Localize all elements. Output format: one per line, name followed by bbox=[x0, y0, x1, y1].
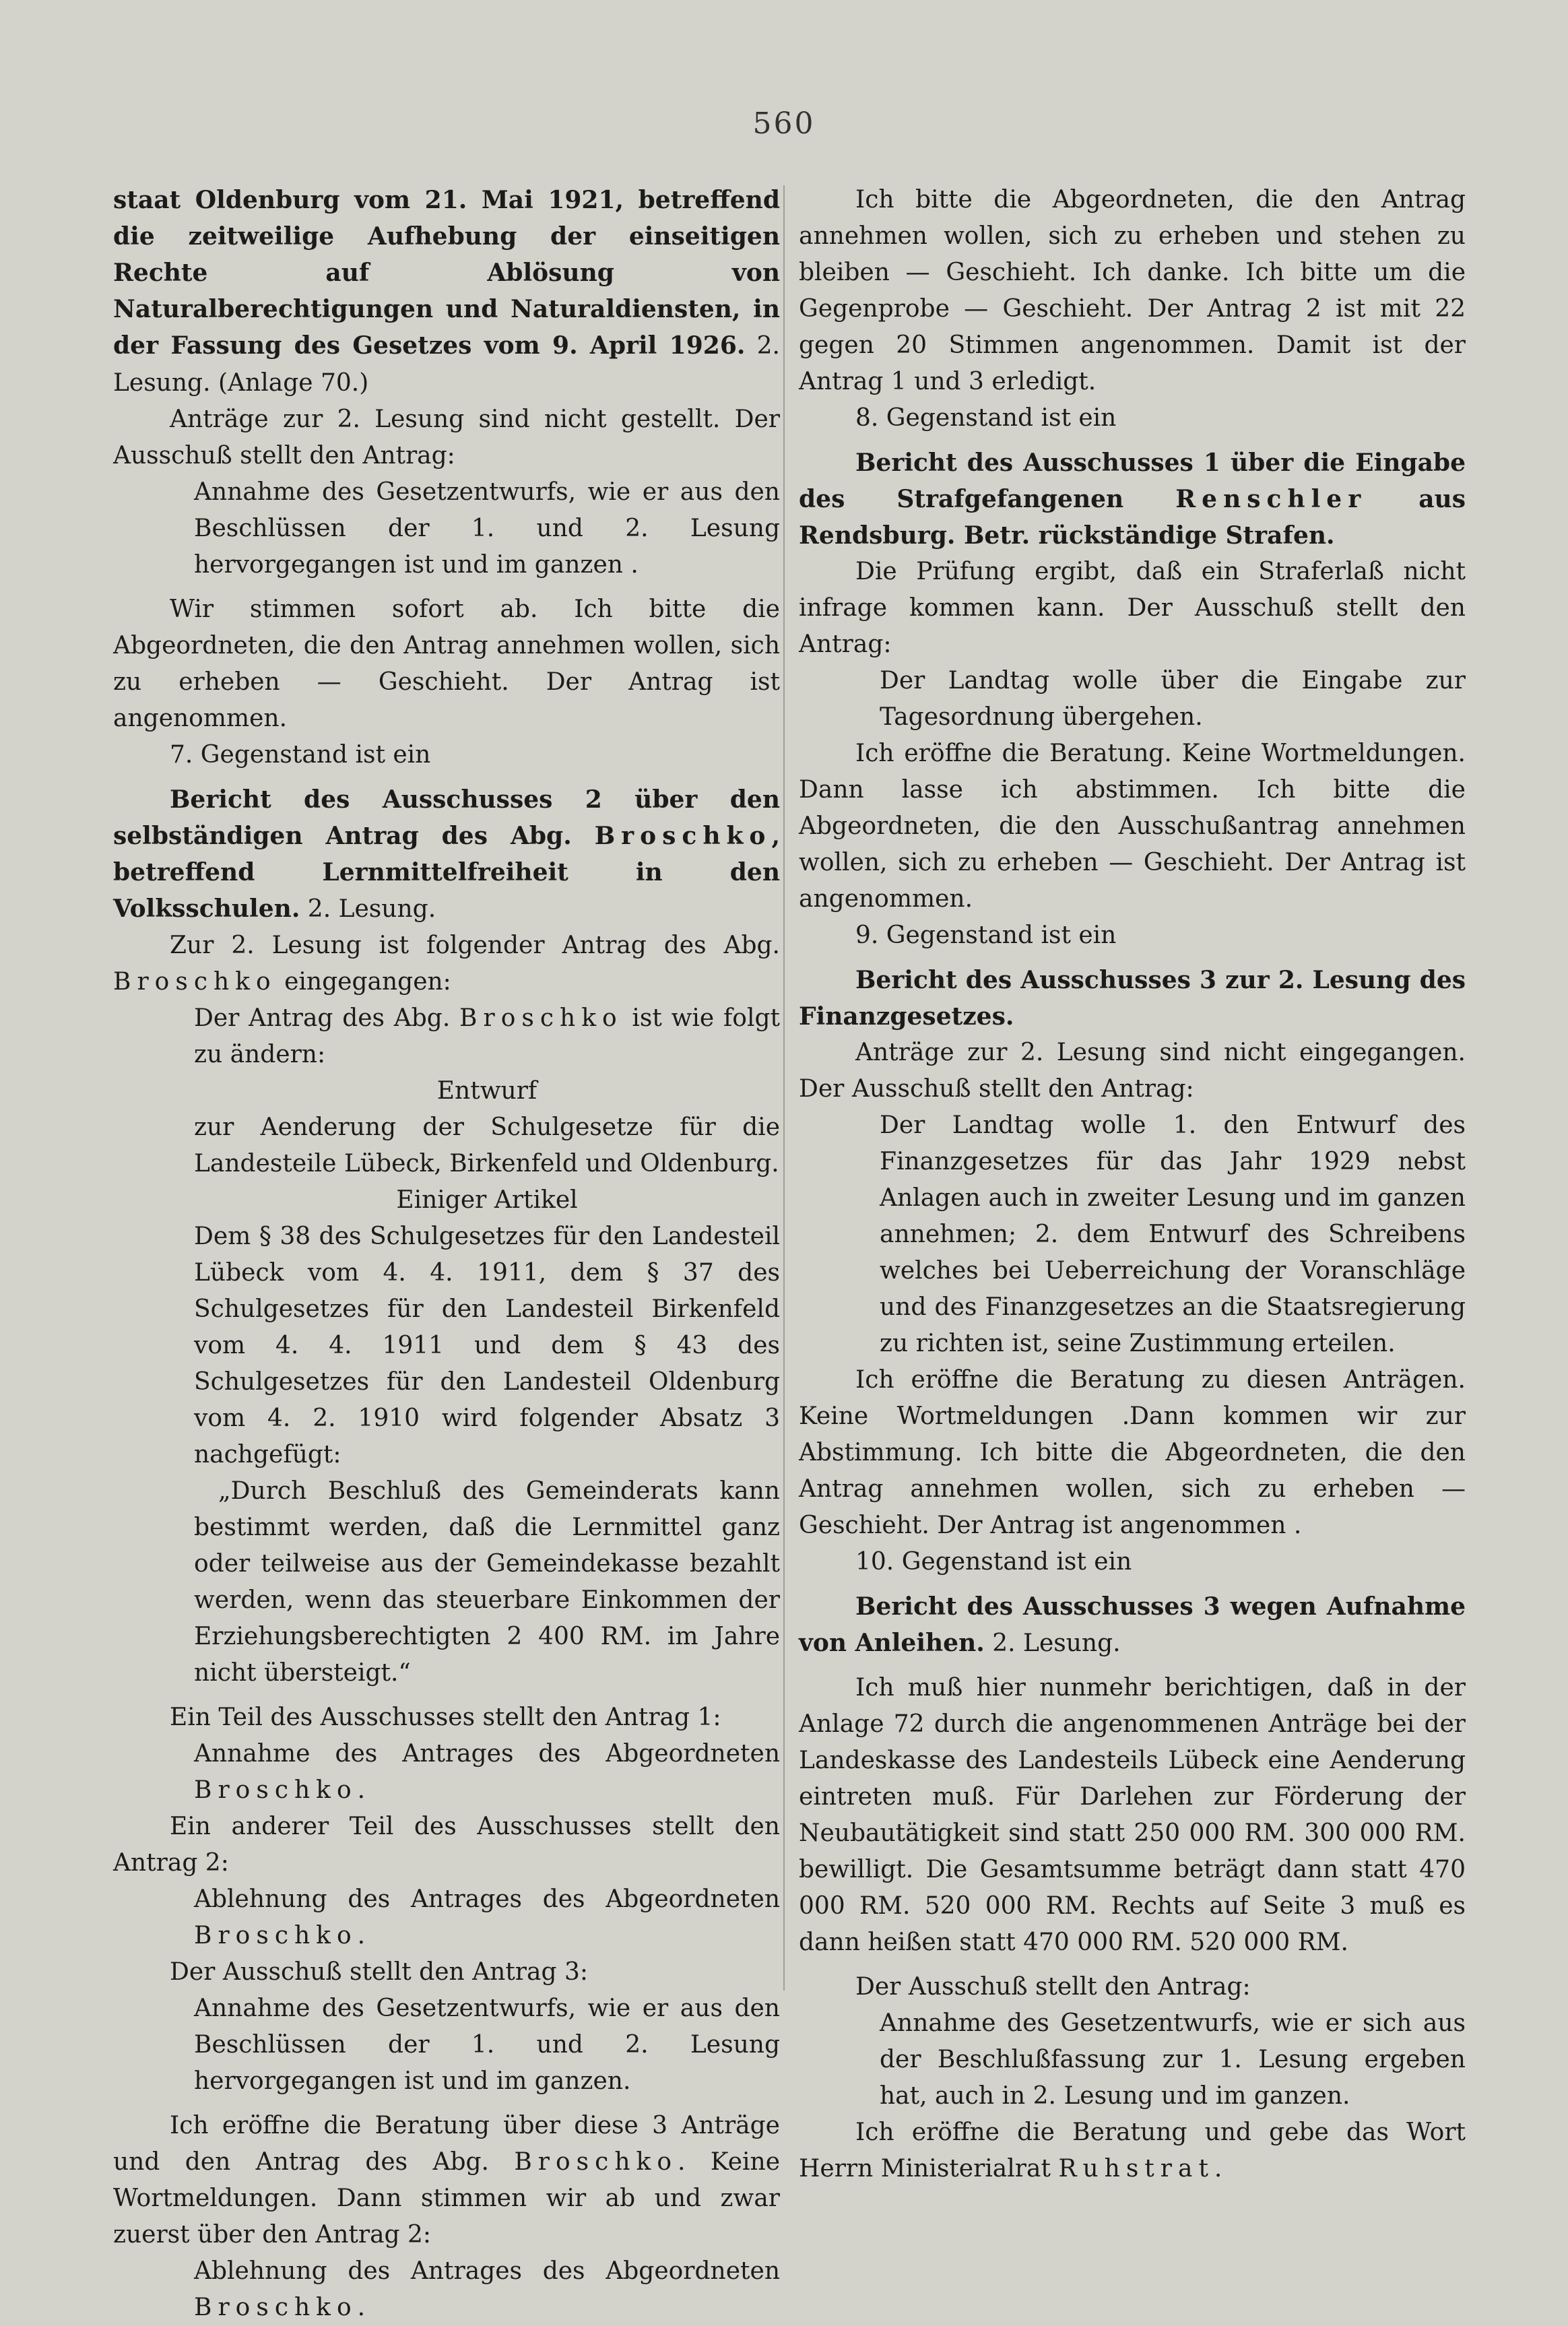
page-number: 560 bbox=[752, 106, 816, 141]
paragraph: Ein Teil des Ausschusses stellt den Antrag 1: bbox=[170, 1704, 721, 1731]
heading-tail: 2. Lesung. bbox=[300, 895, 436, 923]
right-column bbox=[799, 182, 1466, 2187]
text: . bbox=[357, 1922, 366, 1949]
paragraph: Ich eröffne die Beratung zu diesen Anträgen. Keine Wortmeldungen .Dann kommen wir zur Abstimmung. Ich bitte die Abgeordneten, die den Antrag annehmen wollen, sich zu erheben — Geschieht. Der Antrag ist angenommen . bbox=[799, 1366, 1466, 1539]
motion-text: Der Landtag wolle über die Eingabe zur Tagesordnung übergehen. bbox=[880, 667, 1466, 731]
motion-text: Annahme des Gesetzentwurfs, wie er sich aus der Beschlußfassung zur 1. Lesung ergeben hat, auch in 2. Lesung und im ganzen. bbox=[880, 2009, 1466, 2110]
paragraph: Ich bitte die Abgeordneten, die den Antrag annehmen wollen, sich zu erheben und stehen zu bleiben — Geschieht. Ich danke. Ich bitte um die Gegenprobe — Geschieht. Der Antrag 2 ist mit 22 gegen 20 Stimmen angenommen. Damit ist der Antrag 1 und 3 erledigt. bbox=[799, 186, 1466, 395]
agenda-item-intro: 7. Gegenstand ist ein bbox=[170, 741, 431, 769]
motion-text bbox=[194, 2253, 780, 2326]
draft-title: Entwurf bbox=[436, 1077, 537, 1105]
paragraph: Die Prüfung ergibt, daß ein Straferlaß nicht infrage kommen kann. Der Ausschuß stellt den Antrag: bbox=[799, 558, 1466, 658]
text: Zur 2. Lesung ist folgender Antrag des Abg. bbox=[170, 932, 780, 959]
paragraph: Anträge zur 2. Lesung sind nicht gestellt. Der Ausschuß stellt den Antrag: bbox=[113, 406, 780, 470]
text: Der Antrag des Abg. bbox=[194, 1004, 460, 1032]
paragraph: Ich muß hier nunmehr berichtigen, daß in der Anlage 72 durch die angenommenen Anträge bei der Landeskasse des Landesteils Lübeck eine Aenderung eintreten muß. Für Darlehen zur Förderung der Neubautätigkeit sind statt 250 000 RM. 300 000 RM. bewilligt. Die Gesamtsumme beträgt dann statt 470 000 RM. 520 000 RM. Rechts auf Seite 3 muß es dann heißen statt 470 000 RM. 520 000 RM. bbox=[799, 1674, 1466, 1956]
heading-text: , betreffend Lernmittelfreiheit in den Volksschulen. bbox=[113, 822, 780, 923]
text: Ich eröffne die Beratung und gebe das Wort Herrn Ministerialrat bbox=[799, 2119, 1466, 2183]
heading-text: aus Rendsburg. Betr. rückständige Strafen. bbox=[799, 485, 1466, 550]
agenda-item-intro: 9. Gegenstand ist ein bbox=[855, 922, 1117, 949]
text: . Keine Wortmeldungen. Dann stimmen wir ab und zwar zuerst über den Antrag 2: bbox=[113, 2148, 781, 2249]
text: Ablehnung des Antrages des Abgeordneten bbox=[194, 1885, 780, 1913]
agenda-item-heading bbox=[799, 1588, 1466, 1662]
agenda-item-heading: Bericht des Ausschusses 3 zur 2. Lesung des Finanzgesetzes. bbox=[799, 966, 1466, 1031]
paragraph: Der Ausschuß stellt den Antrag: bbox=[855, 1973, 1251, 2001]
paragraph: Wir stimmen sofort ab. Ich bitte die Abgeordneten, die den Antrag annehmen wollen, sich zu erheben — Geschieht. Der Antrag ist angenommen. bbox=[113, 595, 780, 732]
member-name: Broschko bbox=[113, 968, 277, 996]
paragraph bbox=[799, 2114, 1466, 2187]
paragraph: Ein anderer Teil des Ausschusses stellt den Antrag 2: bbox=[113, 1813, 780, 1877]
member-name: Renschler bbox=[1175, 485, 1367, 513]
heading-tail: 2. Lesung. bbox=[984, 1629, 1121, 1657]
agenda-item-intro: 10. Gegenstand ist ein bbox=[855, 1548, 1132, 1576]
text: . bbox=[1214, 2155, 1222, 2183]
paragraph: Anträge zur 2. Lesung sind nicht eingegangen. Der Ausschuß stellt den Antrag: bbox=[799, 1039, 1466, 1103]
paragraph: Der Ausschuß stellt den Antrag 3: bbox=[170, 1958, 588, 1986]
draft-subtitle: zur Aenderung der Schulgesetze für die Landesteile Lübeck, Birkenfeld und Oldenburg. bbox=[194, 1113, 780, 1177]
agenda-item-heading bbox=[113, 781, 780, 928]
motion-text bbox=[194, 1000, 780, 1073]
text: Annahme des Antrages des Abgeordneten bbox=[194, 1740, 780, 1768]
text: eingegangen: bbox=[276, 968, 451, 996]
text: Ablehnung des Antrages des Abgeordneten bbox=[194, 2257, 780, 2285]
agenda-item-heading bbox=[799, 445, 1466, 554]
draft-article-title: Einiger Artikel bbox=[396, 1186, 578, 1214]
member-name: Broschko bbox=[594, 822, 772, 850]
text: ist wie folgt zu ändern: bbox=[194, 1004, 780, 1068]
motion-text bbox=[194, 1881, 780, 1954]
member-name: Broschko bbox=[459, 1004, 623, 1032]
heading-text: staat Oldenburg vom 21. Mai 1921, betreffend die zeitweilige Aufhebung der einseitigen Rechte auf Ablösung von Naturalberechtigungen und Naturaldiensten, in der Fassung des Gesetzes vom 9. April 1926. bbox=[113, 186, 780, 360]
member-name: Broschko bbox=[514, 2148, 678, 2176]
heading-tail: 2. Lesung. (Anlage 70.) bbox=[113, 332, 780, 397]
text: Ich eröffne die Beratung über diese 3 Anträge und den Antrag des Abg. bbox=[113, 2112, 780, 2176]
agenda-item-heading bbox=[113, 182, 780, 401]
speaker-name: Ruhstrat bbox=[1058, 2155, 1214, 2183]
heading-text: Bericht des Ausschusses 2 über den selbständigen Antrag des Abg. bbox=[113, 785, 780, 850]
motion-text: Annahme des Gesetzentwurfs, wie er aus den Beschlüssen der 1. und 2. Lesung hervorgegangen ist und im ganzen. bbox=[194, 1995, 780, 2095]
motion-text: Annahme des Gesetzentwurfs, wie er aus den Beschlüssen der 1. und 2. Lesung hervorgegangen ist und im ganzen . bbox=[194, 478, 780, 579]
member-name: Broschko bbox=[194, 1776, 358, 1804]
paragraph bbox=[113, 928, 780, 1000]
text: . bbox=[357, 1776, 366, 1804]
agenda-item-intro: 8. Gegenstand ist ein bbox=[855, 404, 1117, 432]
draft-body: Dem § 38 des Schulgesetzes für den Landesteil Lübeck vom 4. 4. 1911, dem § 37 des Schulgesetzes für den Landesteil Birkenfeld vom 4. 4. 1911 und dem § 43 des Schulgesetzes für den Landesteil Oldenburg vom 4. 2. 1910 wird folgender Absatz 3 nachgefügt: bbox=[194, 1223, 780, 1468]
paragraph bbox=[113, 2108, 780, 2253]
motion-text: Der Landtag wolle 1. den Entwurf des Finanzgesetzes für das Jahr 1929 nebst Anlagen auch in zweiter Lesung und im ganzen annehmen; 2. dem Entwurf des Schreibens welches bei Ueberreichung der Voranschläge und des Finanzgesetzes an die Staatsregierung zu richten ist, seine Zustimmung erteilen. bbox=[880, 1111, 1466, 1357]
motion-text bbox=[194, 1736, 780, 1809]
member-name: Broschko bbox=[194, 1922, 358, 1949]
heading-text: Bericht des Ausschusses 1 über die Eingabe des Strafgefangenen bbox=[799, 449, 1466, 513]
paragraph: Ich eröffne die Beratung. Keine Wortmeldungen. Dann lasse ich abstimmen. Ich bitte die Abgeordneten, die den Ausschußantrag annehmen wollen, sich zu erheben — Geschieht. Der Antrag ist angenommen. bbox=[799, 740, 1466, 913]
heading-text: Bericht des Ausschusses 3 wegen Aufnahme von Anleihen. bbox=[799, 1592, 1466, 1657]
draft-quote: „Durch Beschluß des Gemeinderats kann bestimmt werden, daß die Lernmittel ganz oder teilweise aus der Gemeindekasse bezahlt werden, wenn das steuerbare Einkommen der Erziehungsberechtigten 2 400 RM. im Jahre nicht übersteigt.“ bbox=[194, 1477, 780, 1687]
member-name: Broschko bbox=[194, 2294, 358, 2321]
left-column bbox=[113, 182, 780, 2326]
text: . bbox=[357, 2294, 366, 2321]
column-divider bbox=[783, 185, 785, 1991]
